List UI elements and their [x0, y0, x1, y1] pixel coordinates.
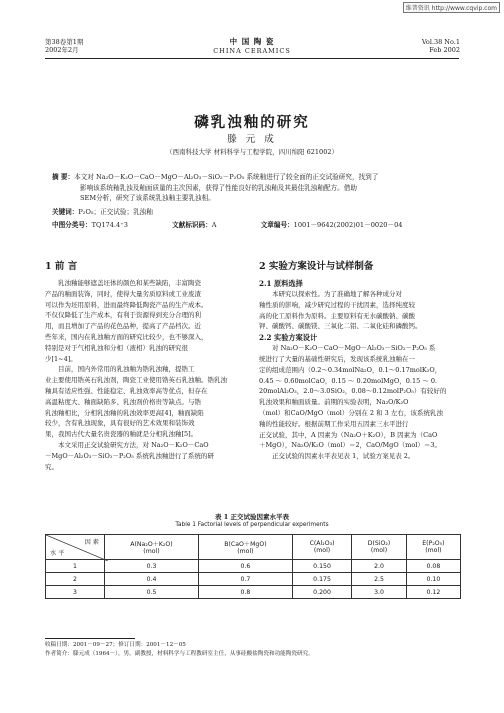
table-cell: 0.200: [292, 586, 351, 599]
table-row: [46, 573, 461, 586]
text-line: 些年来，国内在乳浊釉方面的研究比较少，也不够深入，: [45, 332, 208, 341]
header-name: A(Na₂O＋K₂O): [130, 541, 173, 548]
clc-number: TQ174.4⁺3: [91, 221, 128, 229]
text-line: 不仅仅降低了生产成本，有利于资源得到充分合理的利: [45, 311, 201, 320]
text-line: 目前，国内外常用的乳浊釉为锆乳浊釉，提锆工: [58, 365, 195, 374]
article-number: 1001－9642(2002)01－0020－04: [293, 221, 403, 229]
text-line: （mol）和CaO/MgO（mol）分别在 2 和 3 左右，该系统乳浊: [259, 408, 443, 417]
text-line: 业主要使用锆英石乳浊剂，陶瓷工业使用锆英石乳浊釉。锆乳浊: [45, 376, 227, 385]
text-line: 定的组成范围内（0.2～0.34molNa₂O，0.1～0.17molK₂O，: [259, 365, 442, 374]
table-cell: 1: [46, 560, 105, 573]
text-line: 0.45 ～ 0.60molCaO，0.15 ～ 0.20molMgO，0.15 ～ 0.: [259, 376, 438, 385]
abstract-line: 影响该系统釉乳浊及釉面质量的主次因素，获得了性能良好的乳浊釉及其最佳乳浊釉配方。借助: [80, 183, 357, 192]
table-caption-cn: 表 1 正交试验因素水平表: [214, 513, 290, 521]
text-line: 用，而且增加了产品的花色品种，提高了产品档次。近: [45, 322, 201, 331]
table-cell: 0.10: [406, 573, 460, 586]
text-line: 统进行了大量的基础性研究后，发现该系统乳浊釉在一: [259, 354, 415, 363]
section-heading: 1 前 言: [45, 261, 78, 272]
table-cell: 0.08: [406, 560, 460, 573]
factor-level-table: [45, 534, 461, 599]
table-cell: 3: [46, 586, 105, 599]
header-unit: (mol): [143, 548, 160, 555]
keywords-text: P₂O₅；正交试验；乳浊釉: [78, 208, 153, 216]
abstract: [52, 172, 472, 204]
table-cell: 0.12: [406, 586, 460, 599]
text-line: －MgO－Al₂O₃－SiO₂－P₂O₅ 系统乳浊釉进行了系统的研: [45, 451, 214, 460]
doc-code: A: [211, 221, 217, 229]
text-line: 釉的性能较好。根据前期工作采用五因素三水平进行: [259, 419, 409, 428]
paragraph: [45, 440, 245, 472]
author-name: 滕 元 成: [227, 134, 277, 145]
table-cell: 0.5: [105, 586, 199, 599]
table-cell: 0.4: [105, 573, 199, 586]
header-unit: (mol): [425, 547, 442, 554]
text-line: 较少，含有乳浊现象，具有很好的艺术效果和装饰效: [45, 419, 195, 428]
text-line: 特别是对于气相乳浊和分相（液相）乳浊的研究很: [45, 343, 188, 352]
column-header: [352, 535, 407, 560]
table-row: [46, 586, 461, 599]
text-line: 釉具有适应性强、性能稳定、乳浊效率高等优点，但存在: [45, 386, 208, 395]
volume-issue: 第38卷第1期: [45, 38, 84, 46]
table-row: [46, 560, 461, 573]
text-line: 本文采用正交试验研究方法，对 Na₂O－K₂O－CaO: [58, 440, 209, 449]
clc-label: 中图分类号：: [52, 221, 92, 229]
article-number-label: 文章编号：: [260, 221, 294, 229]
paragraph: [259, 289, 459, 332]
text-line: 釉性质的影响，减少研究过程的干扰因素，选择纯度较: [259, 300, 415, 309]
issue-date-en: Feb 2002: [429, 46, 460, 54]
text-line: 对 Na₂O－K₂O－CaO－MgO－Al₂O₃－SiO₂－P₂O₅ 系: [272, 344, 436, 353]
doc-code-label: 文献标识码：: [172, 221, 212, 229]
table-cell: 0.8: [198, 586, 292, 599]
text-line: 可以作为坯用原料，进而最终降低陶瓷产品的生产成本。: [45, 300, 208, 309]
text-line: 乳浊效果和釉面质量。前期的实验表明，Na₂O/K₂O: [259, 398, 409, 407]
header-unit: (mol): [370, 547, 388, 554]
column-header: [198, 535, 292, 560]
journal-issue-en: [422, 38, 460, 54]
abstract-label: 摘 要：: [52, 173, 75, 181]
table-cell: 0.175: [292, 573, 351, 586]
paragraph: [259, 343, 459, 451]
keywords: [52, 207, 472, 218]
text-line: 钾、碳酸钙、碳酸镁、三氧化二铝、二氧化硅和磷酸钙。: [259, 322, 422, 331]
paragraph: [259, 451, 459, 462]
table-cell: 0.150: [292, 560, 351, 573]
footnote: [45, 641, 314, 659]
header-name: D(SiO₂): [367, 540, 391, 547]
text-line: 少[1~4]。: [45, 354, 77, 363]
text-line: 高的化工原料作为原料。主要原料有无水碳酸钠、碳酸: [259, 311, 415, 320]
corner-level-label: 水 平: [50, 550, 65, 557]
paragraph: [45, 364, 245, 440]
journal-name-cn: 中 国 陶 瓷: [229, 37, 275, 46]
classification-line: [52, 220, 472, 231]
header-unit: (mol): [237, 548, 254, 555]
text-line: 乳浊釉能够遮盖坯体的颜色和某些缺陷，丰富陶瓷: [58, 279, 201, 287]
abstract-line: 本文对 Na₂O－K₂O－CaO－MgO－Al₂O₃－SiO₂－P₂O₅ 系统釉进行了较全面的正交试验研究，找到了: [74, 173, 379, 181]
text-line: 20molAl₂O₃，2.0～3.0SiO₂，0.08～0.12molP₂O₅）有较好的: [259, 387, 447, 396]
journal-name-en: CHINA CERAMICS: [213, 47, 291, 55]
table-cell: 2.5: [352, 573, 407, 586]
volume-issue-en: Vol.38 No.1: [421, 38, 460, 46]
keywords-label: 关键词：: [52, 208, 79, 216]
table-cell: 0.3: [105, 560, 199, 573]
text-line: 正交试验的因素水平表见表 1，试验方案见表 2。: [272, 452, 415, 461]
journal-issue: [45, 38, 83, 54]
table-cell: 0.6: [198, 560, 292, 573]
left-column: [45, 258, 245, 472]
section-heading: 2 实验方案设计与试样制备: [259, 261, 374, 272]
header-name: B(CaO＋MgO): [224, 541, 267, 548]
paragraph: [45, 278, 245, 364]
text-line: 高温粘度大、釉面缺陷多、乳浊剂价格贵等缺点。与锆: [45, 397, 201, 406]
header-name: E(P₂O₅): [422, 540, 445, 547]
text-line: 乳浊釉相比，分相乳浊釉的乳浊效率更高[4]，釉面缺陷: [45, 408, 204, 417]
text-line: 产品的釉面装饰，同时，使得大量劣质原料或工业废渣: [45, 289, 201, 298]
watermark: 维普资讯 http://www.cqvip.com: [403, 2, 500, 13]
received-date: 收稿日期：2001－09－27；修订日期：2001－12－05: [45, 642, 186, 648]
header-unit: (mol): [313, 547, 331, 554]
subsection-heading: 2.1 原料选择: [259, 279, 303, 288]
column-header: [292, 535, 351, 560]
header-rule: [45, 58, 459, 59]
author-bio: 作者简介：滕元成（1964－），男，副教授，材料科学与工程教研室主任，从事硅酸盐陶瓷和功能陶瓷研究。: [45, 651, 314, 657]
column-header: [406, 535, 460, 560]
author-affiliation: （西南科技大学 材料科学与工程学院，四川绵阳 621002）: [166, 148, 338, 156]
table-header-row: [46, 535, 461, 560]
right-column: [259, 258, 459, 462]
table-cell: 2: [46, 573, 105, 586]
table-cell: 0.7: [198, 573, 292, 586]
journal-name: [152, 36, 352, 55]
table-cell: 2.0: [352, 560, 407, 573]
text-line: 正交试验，其中，A 因素为（Na₂O＋K₂O），B 因素为（CaO: [259, 430, 438, 439]
corner-factor-label: 因 素: [84, 539, 99, 546]
subsection-heading: 2.2 实验方案设计: [259, 333, 318, 343]
issue-date: 2002年2月: [45, 46, 79, 54]
text-line: 究。: [45, 462, 58, 471]
text-line: ＋MgO），Na₂O/K₂O（mol）＝2，CaO/MgO（mol）＝3。: [259, 441, 441, 450]
table-cell: 3.0: [352, 586, 407, 599]
table-caption-en: Table 1 Factorial levels of perpendicular experiments: [175, 522, 329, 528]
abstract-line: SEM分析，研究了该系统乳浊釉主要乳浊相。: [80, 194, 215, 202]
footnote-rule: [45, 638, 135, 639]
column-header: [105, 535, 199, 560]
table-corner-cell: [46, 535, 105, 560]
text-line: 本研究以探索性。为了准确地了解各种成分对: [272, 290, 402, 298]
header-name: C(Al₂O₃): [309, 540, 335, 547]
text-line: 果，我国古代大量名贵瓷器的釉就是分相乳浊釉[5]。: [45, 430, 198, 439]
paper-title: 磷乳浊釉的研究: [194, 114, 310, 131]
